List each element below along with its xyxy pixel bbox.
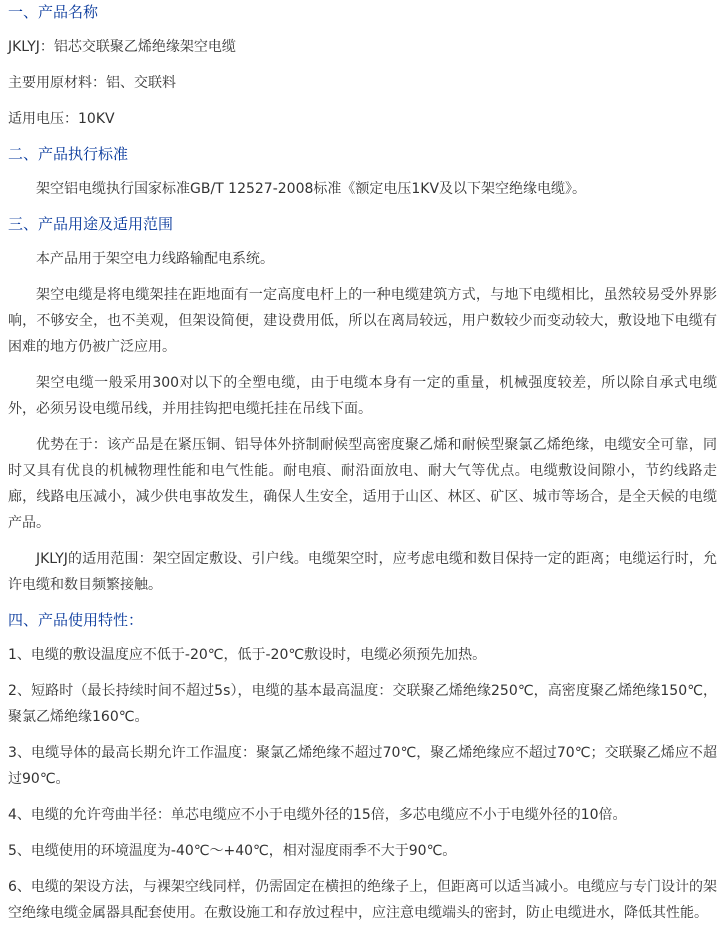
product-model-line: JKLYJ：铝芯交联聚乙烯绝缘架空电缆 xyxy=(8,39,236,55)
characteristic-item-3: 3、电缆导体的最高长期允许工作温度：聚氯乙烯绝缘不超过70℃，聚乙烯绝缘应不超过70℃；交联聚乙烯应不超过90℃。 xyxy=(8,745,717,787)
usage-paragraph-1: 本产品用于架空电力线路输配电系统。 xyxy=(36,251,274,267)
usage-paragraph-3: 架空电缆一般采用300对以下的全塑电缆，由于电缆本身有一定的重量，机械强度较差，所以除自承式电缆外，必须另设电缆吊线，并用挂钩把电缆托挂在吊线下面。 xyxy=(8,375,717,417)
section-3-heading: 三、产品用途及适用范围 xyxy=(8,215,174,233)
usage-paragraph-4: 优势在于：该产品是在紧压铜、铝导体外挤制耐候型高密度聚乙烯和耐候型聚氯乙烯绝缘，电缆安全可靠，同时又具有优良的机械物理性能和电气性能。耐电痕、耐沿面放电、耐大气等优点。电缆敷设间隙小，节约线路走廊，线路电压减小，减少供电事故发生，确保人生安全，适用于山区、林区、矿区、城市等场合，是全天候的电缆产品。 xyxy=(8,437,717,531)
section-4-heading: 四、产品使用特性： xyxy=(8,611,144,629)
section-1-heading: 一、产品名称 xyxy=(8,3,99,21)
standard-paragraph: 架空铝电缆执行国家标准GB/T 12527-2008标准《额定电压1KV及以下架空绝缘电缆》。 xyxy=(36,181,587,197)
characteristic-item-2: 2、短路时（最长持续时间不超过5s），电缆的基本最高温度：交联聚乙烯绝缘250℃，高密度聚乙烯绝缘150℃，聚氯乙烯绝缘160℃。 xyxy=(8,683,717,725)
usage-paragraph-2: 架空电缆是将电缆架挂在距地面有一定高度电杆上的一种电缆建筑方式，与地下电缆相比，虽然较易受外界影响，不够安全，也不美观，但架设简便，建设费用低，所以在离局较远，用户数较少而变动较大，敷设地下电缆有困难的地方仍被广泛应用。 xyxy=(8,287,717,355)
usage-paragraph-5: JKLYJ的适用范围：架空固定敷设、引户线。电缆架空时，应考虑电缆和数目保持一定的距离；电缆运行时，允许电缆和数目频繁接触。 xyxy=(8,551,717,593)
materials-line: 主要用原材料：铝、交联料 xyxy=(8,75,176,91)
characteristic-item-4: 4、电缆的允许弯曲半径：单芯电缆应不小于电缆外径的15倍，多芯电缆应不小于电缆外径的10倍。 xyxy=(8,807,627,823)
characteristic-item-1: 1、电缆的敷设温度应不低于-20℃，低于-20℃敷设时，电缆必须预先加热。 xyxy=(8,647,487,663)
characteristic-item-5: 5、电缆使用的环境温度为-40℃～+40℃，相对湿度雨季不大于90℃。 xyxy=(8,843,457,859)
characteristic-item-6: 6、电缆的架设方法，与裸架空线同样，仍需固定在横担的绝缘子上，但距离可以适当减小。电缆应与专门设计的架空绝缘电缆金属器具配套使用。在敷设施工和存放过程中，应注意电缆端头的密封，防止电缆进水，降低其性能。 xyxy=(8,879,717,921)
section-2-heading: 二、产品执行标准 xyxy=(8,145,129,163)
voltage-line: 适用电压：10KV xyxy=(8,111,115,127)
